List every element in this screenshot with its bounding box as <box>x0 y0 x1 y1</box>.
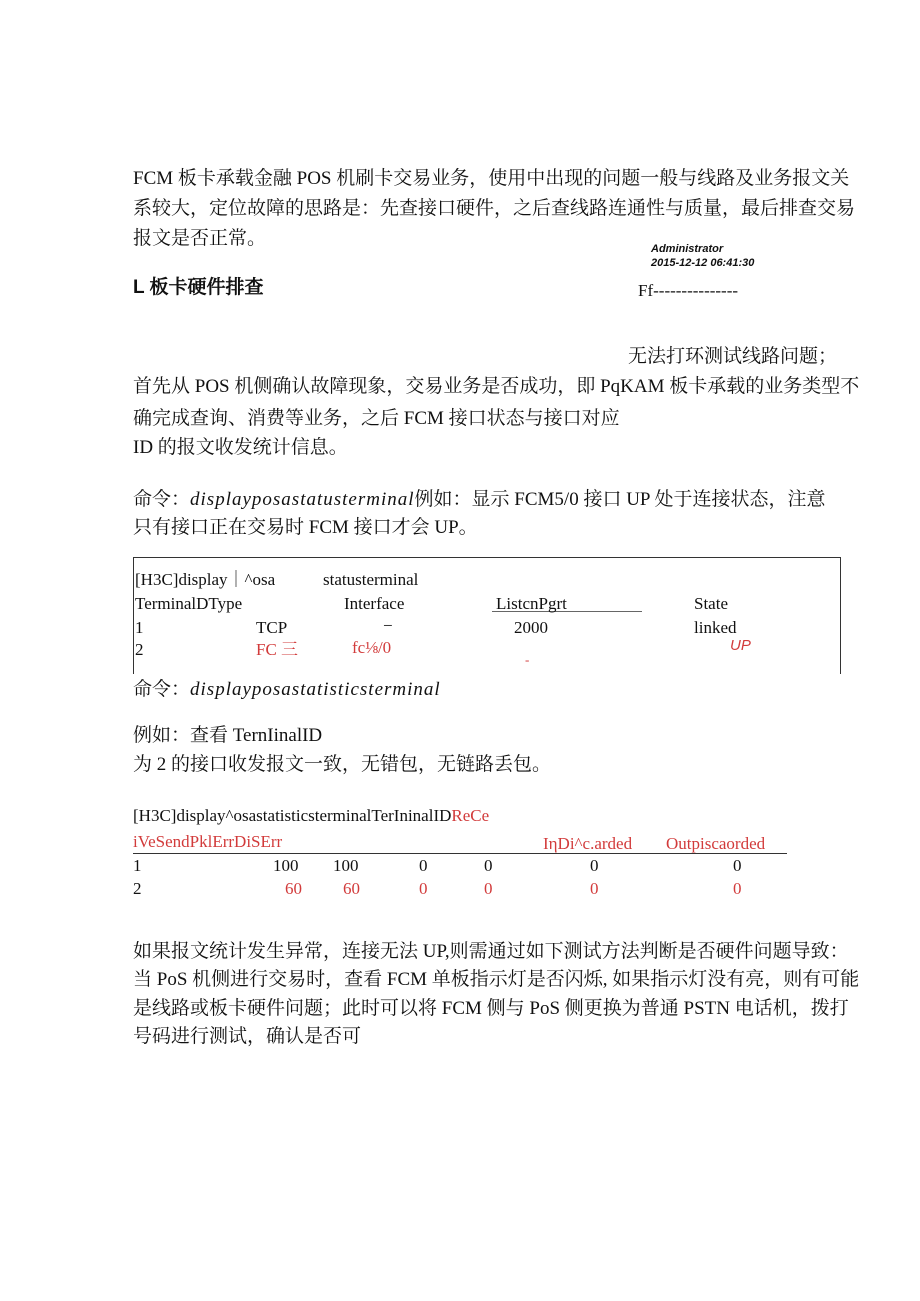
table2-row1-send: 100 <box>333 856 359 875</box>
comment-timestamp: 2015-12-12 06:41:30 <box>651 257 755 269</box>
table2-divider <box>133 853 787 854</box>
table2-row1-id: 1 <box>133 856 142 875</box>
para3-line-1: 如果报文统计发生异常，连接无法 UP,则需通过如下测试方法判断是否硬件问题导致： <box>133 941 849 962</box>
table2-row2-diserr: 0 <box>484 879 493 898</box>
command2-prefix: 命令： <box>133 679 191 700</box>
para2-line-2: 确完成查询、消费等业务，之后 FCM 接口状态与接口对应 <box>133 408 620 429</box>
table1-row1-id: 1 <box>135 618 144 637</box>
example2-line-2: 为 2 的接口收发报文一致，无错包，无链路丢包。 <box>133 754 552 775</box>
table2-row1-diserr: 0 <box>484 856 493 875</box>
command1-line <box>133 486 826 514</box>
section-heading: L 板卡硬件排查 <box>133 277 264 298</box>
table2-row2-receive: 60 <box>285 879 302 898</box>
table2-header-outdiscarded: Outpiscaorded <box>666 834 766 853</box>
table2-row2-id: 2 <box>133 879 142 898</box>
table2-row2-out: 0 <box>733 879 742 898</box>
command1-prefix: 命令： <box>133 489 191 510</box>
intro-line-3: 报文是否正常。 <box>133 228 267 249</box>
comment-author: Administrator <box>651 243 724 255</box>
table2-row1-receive: 100 <box>273 856 299 875</box>
para3-line-4: 号码进行测试，确认是否可 <box>133 1026 362 1047</box>
para3-line-3: 是线路或板卡硬件问题；此时可以将 FCM 侧与 PoS 侧更换为普通 PSTN 电话机，拨打 <box>133 998 849 1019</box>
intro-line-2: 系较大，定位故障的思路是：先查接口硬件，之后查线路连通性与质量，最后排查交易 <box>133 198 856 219</box>
table1-row2-id: 2 <box>135 640 144 659</box>
table1-prompt-a: [H3C]display｜^osa <box>135 570 276 589</box>
table1-row2-port: - <box>525 652 530 667</box>
command1-rest: 例如：显示 FCM5/0 接口 UP 处于连接状态，注意 <box>414 489 826 510</box>
table2-row2-send: 60 <box>343 879 360 898</box>
table1-row1-port: 2000 <box>514 618 548 637</box>
comment-mark: Ff--------------- <box>638 281 739 300</box>
table2-prompt-red: ReCe <box>451 806 490 825</box>
table1-row2-interface: fc⅛/0 <box>352 638 392 657</box>
para2-line-1: 首先从 POS 机侧确认故障现象，交易业务是否成功，即 PqKAM 板卡承载的业务类型不 <box>133 376 860 397</box>
table2-row1-out: 0 <box>733 856 742 875</box>
command1-note: 只有接口正在交易时 FCM 接口才会 UP。 <box>133 517 478 538</box>
table2-header-indiscarded: IηDi^c.arded <box>543 834 633 853</box>
command1-text: displayposastatusterminal <box>190 489 415 510</box>
table1-prompt-b: statusterminal <box>323 570 419 589</box>
table1-row1-type: TCP <box>256 618 288 637</box>
table1-header-terminal: TerminalDType <box>135 594 243 613</box>
para2-line-3: ID 的报文收发统计信息。 <box>133 437 348 458</box>
table2-prompt <box>133 805 489 827</box>
table2-row1-in: 0 <box>590 856 599 875</box>
table2-row2-in: 0 <box>590 879 599 898</box>
table1-row1-state: linked <box>694 618 737 637</box>
command2-text: displayposastatisticsterminal <box>190 679 441 700</box>
table2-header-main: iVeSendPklErrDiSErr <box>133 832 283 851</box>
command2-line <box>133 676 441 704</box>
table2-row2-err: 0 <box>419 879 428 898</box>
table2-prompt-text: [H3C]display^osastatisticsterminalTerIninalID <box>133 806 452 825</box>
table1-row2-state: UP <box>730 637 751 654</box>
table1-row1-interface: − <box>383 616 393 635</box>
table1-header-interface: Interface <box>344 594 405 613</box>
table1-header-listenport: ListcnPgrt <box>496 594 567 613</box>
para3-line-2: 当 PoS 机侧进行交易时，查看 FCM 单板指示灯是否闪烁, 如果指示灯没有亮，则有可能 <box>133 969 860 990</box>
example2-line-1: 例如：查看 TernIinalID <box>133 725 323 746</box>
table1-row2-type: FC 三 <box>256 640 299 659</box>
intro-line-1: FCM 板卡承载金融 POS 机刷卡交易业务，使用中出现的问题一般与线路及业务报文关 <box>133 168 850 189</box>
table1-header-state: State <box>694 594 728 613</box>
side-note: 无法打环测试线路问题； <box>628 346 838 367</box>
table2-row1-err: 0 <box>419 856 428 875</box>
